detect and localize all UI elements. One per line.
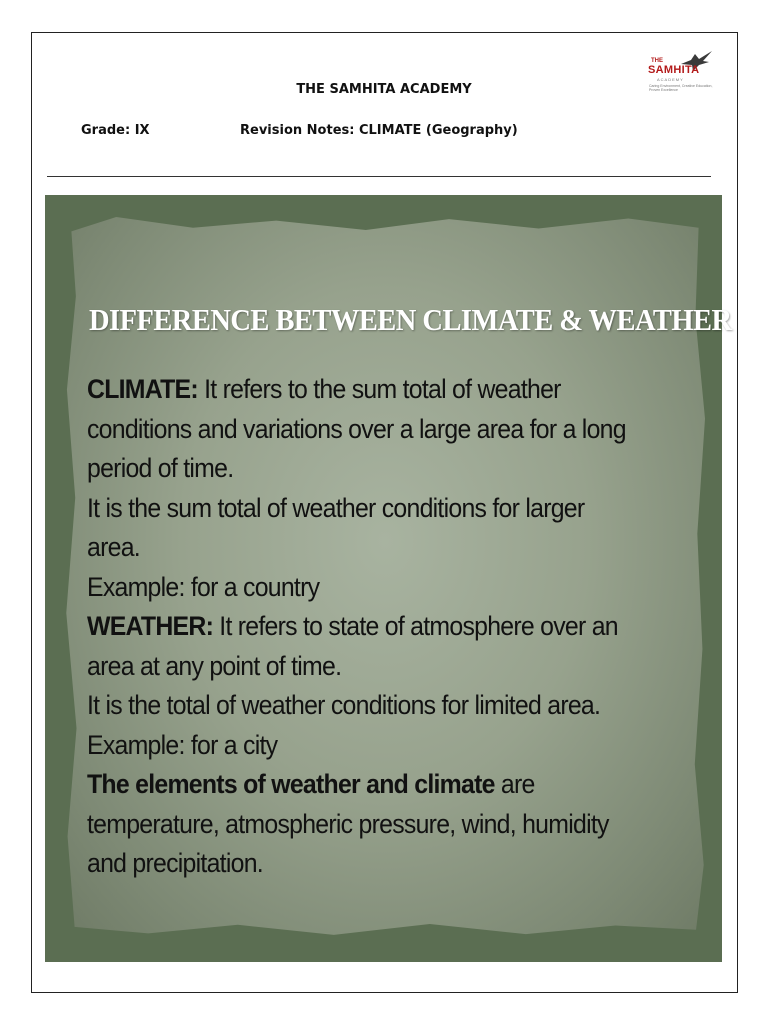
climate-label: CLIMATE: [87, 374, 198, 404]
logo-sub: ACADEMY [657, 77, 684, 82]
academy-logo [645, 50, 717, 100]
grade-label: Grade: IX [81, 123, 150, 138]
notes-title: Revision Notes: CLIMATE (Geography) [240, 123, 518, 138]
logo-tagline: Caring Environment, Creative Education, Proven Excellence [649, 84, 713, 92]
climate-example: Example: for a country [87, 571, 320, 602]
elements-line-3: and precipitation. [87, 848, 263, 878]
elements-line-1: The elements of weather and climate are [87, 769, 535, 799]
weather-line-2: area at any point of time. [87, 650, 342, 681]
school-title: THE SAMHITA ACADEMY [296, 82, 472, 97]
elements-line-2: temperature, atmospheric pressure, wind, humidity [87, 808, 609, 839]
weather-label: WEATHER: [87, 611, 214, 641]
climate-line-3: period of time. [87, 453, 234, 483]
climate-note-2: area. [87, 532, 140, 562]
climate-line-2: conditions and variations over a large area for a long [87, 413, 626, 444]
climate-line-1: CLIMATE: It refers to the sum total of weather [87, 374, 561, 404]
logo-name: SAMHITA [648, 64, 700, 76]
weather-example: Example: for a city [87, 729, 278, 760]
elements-label: The elements of weather and climate [87, 769, 495, 799]
weather-note: It is the total of weather conditions for limited area. [87, 690, 601, 720]
weather-line-1: WEATHER: It refers to state of atmosphere over an [87, 611, 618, 641]
logo-the: THE [651, 58, 663, 64]
slide-heading: DIFFERENCE BETWEEN CLIMATE & WEATHER [89, 302, 732, 337]
slide-body [87, 370, 639, 884]
header-divider [47, 176, 711, 177]
climate-note-1: It is the sum total of weather conditions for larger [87, 492, 585, 523]
